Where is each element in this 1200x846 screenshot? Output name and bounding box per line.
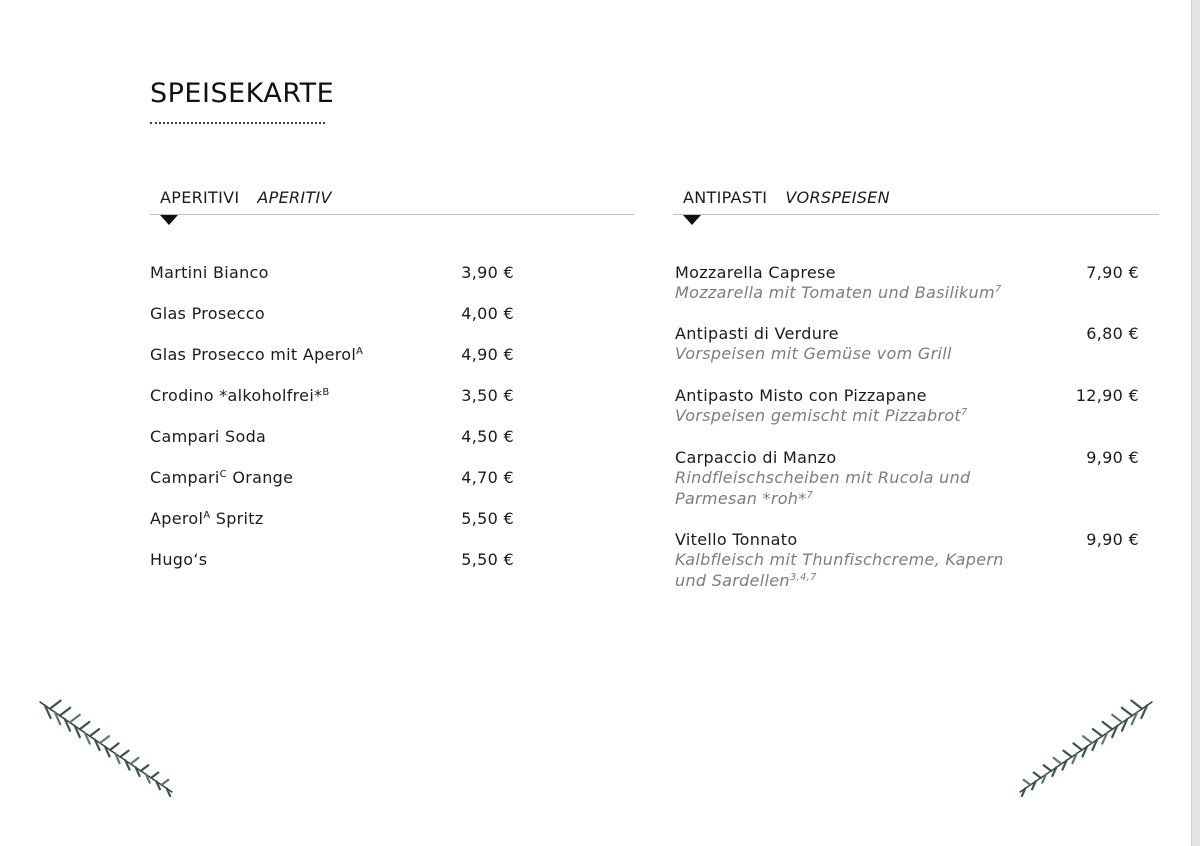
section-title: ANTIPASTI <box>683 188 768 207</box>
item-name: Campari$^C$ Orange <box>150 468 294 487</box>
menu-item <box>150 345 514 386</box>
menu-item <box>150 509 514 550</box>
menu-item <box>675 386 1139 448</box>
item-name: Carpaccio di Manzo <box>675 448 837 467</box>
menu-item <box>150 386 514 427</box>
item-price: 4,00 € <box>461 304 514 323</box>
menu-list <box>675 263 1139 592</box>
item-price: 7,90 € <box>1086 263 1139 282</box>
item-name: Mozzarella Caprese <box>675 263 836 282</box>
item-name: Vitello Tonnato <box>675 530 798 549</box>
menu-item <box>150 263 514 304</box>
item-description: Vorspeisen mit Gemüse vom Grill <box>675 344 952 363</box>
item-description: Kalbfleisch mit Thunfischcreme, Kapern und Sardellen$^{3,4,7}$ <box>675 550 1004 590</box>
item-name: Glas Prosecco mit Aperol$^A$ <box>150 345 364 364</box>
menu-item <box>150 427 514 468</box>
item-price: 4,90 € <box>461 345 514 364</box>
menu-item <box>675 530 1139 592</box>
item-price: 12,90 € <box>1075 386 1139 405</box>
item-description: Rindfleischscheiben mit Rucola und Parmesan *roh*$^7$ <box>675 468 971 508</box>
section-header <box>150 188 634 215</box>
item-name: Aperol$^A$ Spritz <box>150 509 264 528</box>
item-name: Antipasto Misto con Pizzapane <box>675 386 927 405</box>
section-antipasti <box>675 188 1159 590</box>
item-price: 3,50 € <box>461 386 514 405</box>
section-title-translation: VORSPEISEN <box>785 188 890 207</box>
item-name: Crodino *alkoholfrei*$^B$ <box>150 386 330 405</box>
item-price: 3,90 € <box>461 263 514 282</box>
item-price: 4,50 € <box>461 427 514 446</box>
window-scrollbar-edge <box>1191 0 1200 846</box>
item-price: 6,80 € <box>1086 324 1139 343</box>
item-price: 9,90 € <box>1086 530 1139 549</box>
page-title: SPEISEKARTE <box>150 78 335 109</box>
item-name: Hugo‘s <box>150 550 208 569</box>
section-title-translation: APERITIV <box>257 188 332 207</box>
menu-item <box>150 468 514 509</box>
item-description: Mozzarella mit Tomaten und Basilikum$^7$ <box>675 283 1002 302</box>
section-header <box>673 188 1159 215</box>
menu-item <box>150 304 514 345</box>
item-price: 9,90 € <box>1086 448 1139 467</box>
item-name: Martini Bianco <box>150 263 269 282</box>
item-name: Glas Prosecco <box>150 304 265 323</box>
section-aperitivi <box>150 188 634 569</box>
triangle-down-icon <box>160 215 178 225</box>
menu-item <box>675 324 1139 386</box>
menu-item <box>675 448 1139 530</box>
section-title: APERITIVI <box>160 188 240 207</box>
item-name: Antipasti di Verdure <box>675 324 839 343</box>
title-dotted-rule <box>150 122 325 124</box>
menu-item <box>150 550 514 591</box>
triangle-down-icon <box>683 215 701 225</box>
rosemary-sprig-right-icon <box>1012 696 1158 800</box>
rosemary-sprig-left-icon <box>34 696 180 800</box>
menu-list <box>150 263 514 591</box>
menu-item <box>675 263 1139 324</box>
item-price: 5,50 € <box>461 509 514 528</box>
item-price: 4,70 € <box>461 468 514 487</box>
item-description: Vorspeisen gemischt mit Pizzabrot$^7$ <box>675 406 968 425</box>
item-name: Campari Soda <box>150 427 267 446</box>
item-price: 5,50 € <box>461 550 514 569</box>
